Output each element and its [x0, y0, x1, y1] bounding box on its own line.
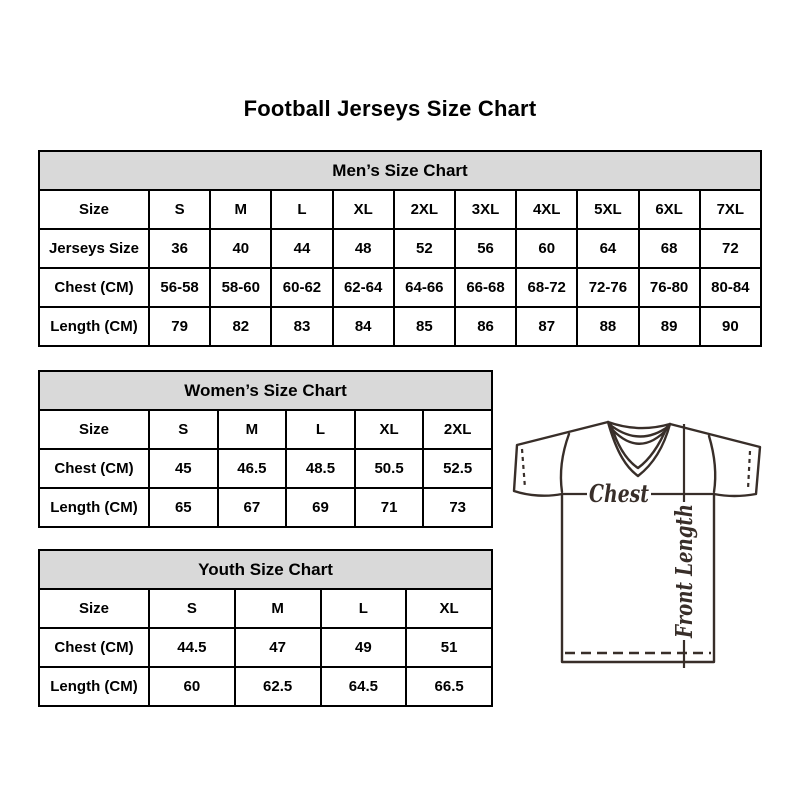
- size-value-cell: 86: [455, 307, 516, 346]
- size-value-cell: 67: [218, 488, 287, 527]
- size-value-cell: 68-72: [516, 268, 577, 307]
- table-row: [39, 628, 492, 667]
- table-row: [39, 229, 761, 268]
- size-value-cell: 82: [210, 307, 271, 346]
- row-label: Chest (CM): [39, 628, 149, 667]
- size-value-cell: 52.5: [423, 449, 492, 488]
- size-value-cell: 60-62: [271, 268, 332, 307]
- size-value-cell: 36: [149, 229, 210, 268]
- size-value-cell: 66.5: [406, 667, 492, 706]
- size-value-cell: 85: [394, 307, 455, 346]
- size-value-cell: S: [149, 190, 210, 229]
- size-value-cell: 69: [286, 488, 355, 527]
- table-row: [39, 190, 761, 229]
- size-value-cell: L: [286, 410, 355, 449]
- size-value-cell: M: [218, 410, 287, 449]
- size-value-cell: 50.5: [355, 449, 424, 488]
- womens-size-table: [38, 370, 493, 528]
- size-value-cell: L: [321, 589, 407, 628]
- size-value-cell: 65: [149, 488, 218, 527]
- jersey-measurement-diagram: [503, 398, 775, 680]
- size-value-cell: 6XL: [639, 190, 700, 229]
- size-value-cell: 66-68: [455, 268, 516, 307]
- size-value-cell: 62.5: [235, 667, 321, 706]
- table-row: [39, 449, 492, 488]
- size-value-cell: 4XL: [516, 190, 577, 229]
- size-value-cell: 64: [577, 229, 638, 268]
- row-label: Jerseys Size: [39, 229, 149, 268]
- page-title: Football Jerseys Size Chart: [243, 96, 537, 121]
- size-value-cell: 56-58: [149, 268, 210, 307]
- size-value-cell: 40: [210, 229, 271, 268]
- youth-size-table: [38, 549, 493, 707]
- size-value-cell: 2XL: [423, 410, 492, 449]
- size-value-cell: 7XL: [700, 190, 761, 229]
- size-value-cell: 52: [394, 229, 455, 268]
- front-length-label: Front Length: [671, 468, 698, 638]
- size-value-cell: 47: [235, 628, 321, 667]
- size-value-cell: 44: [271, 229, 332, 268]
- size-value-cell: 44.5: [149, 628, 235, 667]
- size-value-cell: 64.5: [321, 667, 407, 706]
- size-value-cell: 79: [149, 307, 210, 346]
- size-value-cell: 5XL: [577, 190, 638, 229]
- size-value-cell: 88: [577, 307, 638, 346]
- row-label: Length (CM): [39, 667, 149, 706]
- size-value-cell: 60: [516, 229, 577, 268]
- table-row: [39, 410, 492, 449]
- row-label: Size: [39, 589, 149, 628]
- size-value-cell: 51: [406, 628, 492, 667]
- size-value-cell: M: [210, 190, 271, 229]
- table-title: Men’s Size Chart: [39, 151, 761, 190]
- size-value-cell: 76-80: [639, 268, 700, 307]
- size-value-cell: XL: [406, 589, 492, 628]
- size-value-cell: 71: [355, 488, 424, 527]
- table-title: Women’s Size Chart: [39, 371, 492, 410]
- row-label: Length (CM): [39, 307, 149, 346]
- size-value-cell: 80-84: [700, 268, 761, 307]
- size-value-cell: S: [149, 589, 235, 628]
- size-value-cell: M: [235, 589, 321, 628]
- jersey-outline-icon: [514, 422, 760, 662]
- size-value-cell: L: [271, 190, 332, 229]
- mens-size-table: [38, 150, 762, 347]
- table-row: [39, 268, 761, 307]
- size-value-cell: 89: [639, 307, 700, 346]
- size-value-cell: 49: [321, 628, 407, 667]
- size-value-cell: 2XL: [394, 190, 455, 229]
- table-title: Youth Size Chart: [39, 550, 492, 589]
- size-value-cell: 72-76: [577, 268, 638, 307]
- size-value-cell: 56: [455, 229, 516, 268]
- size-value-cell: 3XL: [455, 190, 516, 229]
- row-label: Length (CM): [39, 488, 149, 527]
- row-label: Chest (CM): [39, 268, 149, 307]
- table-row: [39, 667, 492, 706]
- row-label: Size: [39, 190, 149, 229]
- size-value-cell: 48.5: [286, 449, 355, 488]
- table-row: [39, 589, 492, 628]
- size-value-cell: 83: [271, 307, 332, 346]
- size-value-cell: 90: [700, 307, 761, 346]
- size-value-cell: 68: [639, 229, 700, 268]
- size-value-cell: 73: [423, 488, 492, 527]
- size-value-cell: 64-66: [394, 268, 455, 307]
- chest-label: Chest: [589, 479, 649, 508]
- table-row: [39, 307, 761, 346]
- size-value-cell: 60: [149, 667, 235, 706]
- size-value-cell: 58-60: [210, 268, 271, 307]
- size-value-cell: 87: [516, 307, 577, 346]
- row-label: Size: [39, 410, 149, 449]
- size-value-cell: 84: [333, 307, 394, 346]
- size-value-cell: 72: [700, 229, 761, 268]
- size-value-cell: 62-64: [333, 268, 394, 307]
- size-value-cell: 48: [333, 229, 394, 268]
- table-row: [39, 488, 492, 527]
- row-label: Chest (CM): [39, 449, 149, 488]
- size-value-cell: XL: [333, 190, 394, 229]
- size-value-cell: S: [149, 410, 218, 449]
- size-value-cell: 45: [149, 449, 218, 488]
- size-value-cell: XL: [355, 410, 424, 449]
- size-value-cell: 46.5: [218, 449, 287, 488]
